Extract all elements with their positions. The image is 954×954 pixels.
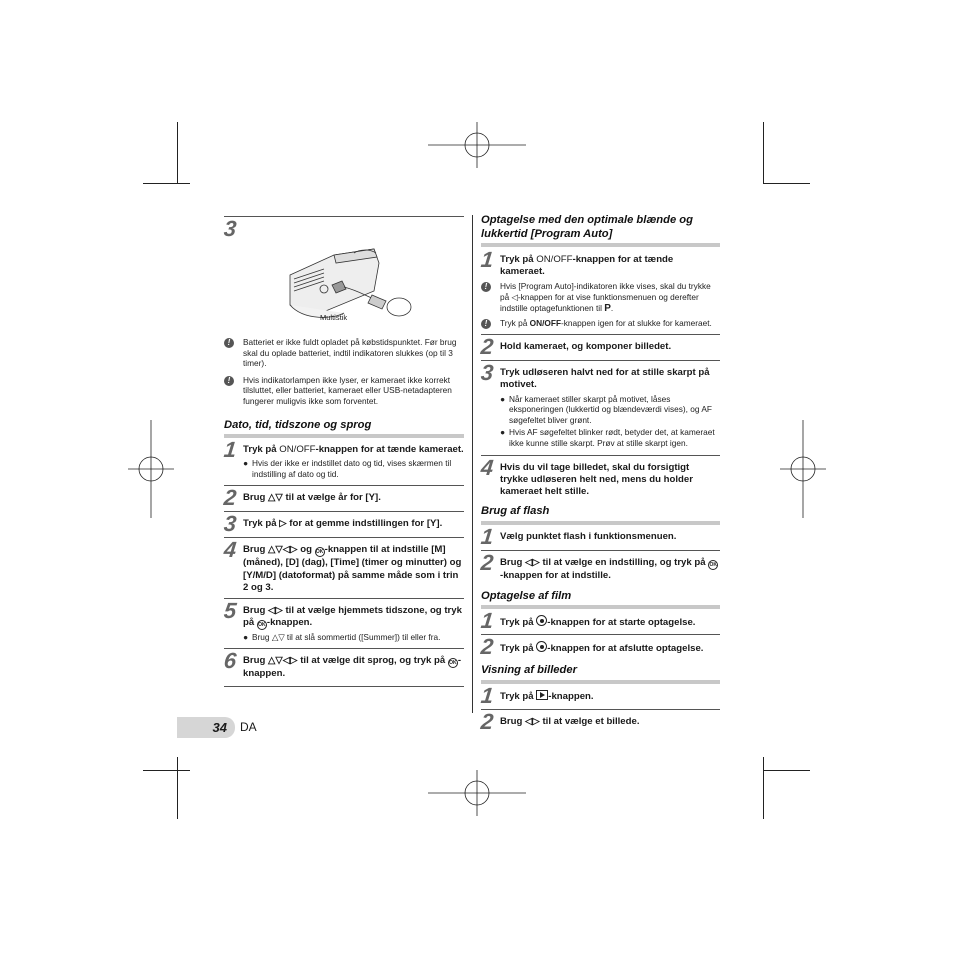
- camera-usb-drawing: [224, 235, 464, 325]
- registration-mark-top: [428, 122, 526, 168]
- step-text: Tryk på ON/OFF-knappen for at tænde kameraet.: [243, 444, 464, 456]
- note-item: [481, 318, 720, 335]
- step-number: 3: [479, 360, 495, 386]
- step-text: Tryk udløseren halvt ned for at stille skarpt på motivet.: [500, 367, 710, 391]
- step-item: [224, 512, 464, 538]
- step-text: Brug △▽◁▷ til at vælge dit sprog, og tryk på OK-knappen.: [243, 654, 462, 679]
- note-item: [224, 337, 464, 369]
- note-text: Batteriet er ikke fuldt opladet på købstidspunktet. Før brug skal du oplade batteriet, indtil indikatoren slukkes (op til 3 timer).: [243, 337, 457, 369]
- section-heading: Optagelse af film: [481, 589, 572, 602]
- step-text: Brug △▽ til at vælge år for [Y].: [243, 492, 381, 504]
- step-number: 3: [222, 511, 238, 537]
- step-text: Brug ◁▷ til at vælge en indstilling, og tryk på OK-knappen for at indstille.: [500, 556, 718, 581]
- caution-icon: !: [224, 375, 243, 407]
- bullet-item: ● Hvis AF søgefeltet blinker rødt, betyder det, at kameraet ikke kunne stille skarpt. Prøv at stille skarpt igen.: [500, 427, 715, 448]
- step-number: 4: [222, 537, 238, 563]
- step-item: [481, 335, 720, 361]
- step-text: Tryk på ON/OFF-knappen for at tænde kameraet.: [500, 254, 674, 278]
- bullet-item: ● Når kameraet stiller skarpt på motivet, låses eksponeringen (lukkertid og blændeværdi vises), og AF søgefeltet bliver grønt.: [500, 393, 712, 425]
- playback-icon: [536, 690, 548, 700]
- step-number: 1: [222, 437, 238, 463]
- registration-mark-left: [128, 420, 174, 518]
- bullet-item: ● Hvis der ikke er indstillet dato og tid, vises skærmen til indstilling af dato og tid.: [243, 458, 452, 479]
- step-item: [481, 635, 720, 660]
- step-text: Vælg punktet flash i funktionsmenuen.: [500, 530, 677, 542]
- step-number: 2: [479, 708, 495, 734]
- column-divider: [472, 215, 473, 713]
- caution-icon: !: [481, 318, 500, 329]
- step-text: Tryk på -knappen for at afslutte optagelse.: [500, 643, 704, 655]
- note-text: Hvis [Program Auto]-indikatoren ikke vises, skal du trykke på ◁-knappen for at vise funktionsmenuen og derefter indstille optagefunktionen til P.: [500, 281, 711, 314]
- step-number: 2: [222, 485, 238, 511]
- step-number: 2: [479, 634, 495, 660]
- ok-icon: OK: [258, 622, 266, 629]
- ok-icon: OK: [709, 561, 718, 568]
- caution-icon: !: [224, 337, 243, 369]
- step-item: [481, 551, 720, 586]
- ok-icon: OK: [449, 659, 457, 666]
- step-item: [481, 609, 720, 635]
- step-text: Tryk på -knappen for at starte optagelse.: [500, 617, 696, 629]
- step-item: [224, 649, 464, 687]
- movie-record-icon: [536, 641, 547, 652]
- note-item: [481, 281, 720, 314]
- step-text: Hold kameraet, og komponer billedet.: [500, 341, 672, 353]
- camera-illustration: [224, 235, 464, 325]
- step-text: Tryk på ▷ for at gemme indstillingen for [Y].: [243, 518, 443, 530]
- step-item: [481, 456, 720, 504]
- registration-mark-right: [780, 420, 826, 518]
- step-item: [224, 599, 464, 649]
- step-item: [224, 486, 464, 512]
- step-text: Brug △▽◁▷ og OK-knappen til at indstille [M] (måned), [D] (dag), [Time] (timer og minutter) og [Y/M/D] (datoformat) på samme måde som i trin 2 og 3.: [243, 544, 462, 593]
- step-item: [481, 361, 720, 455]
- step-text: Tryk på -knappen.: [500, 690, 594, 702]
- step-number: 3: [222, 216, 238, 241]
- page-number-tab: [177, 717, 235, 738]
- section-heading: Visning af billeder: [481, 664, 577, 677]
- step-item: [224, 538, 464, 599]
- note-text: Tryk på ON/OFF-knappen igen for at slukke for kameraet.: [500, 318, 712, 329]
- movie-record-icon: [536, 615, 547, 626]
- section-heading: Optagelse med den optimale blænde og lukkertid [Program Auto]: [481, 214, 693, 240]
- page-number: 34: [212, 720, 227, 735]
- step-number: 1: [479, 247, 495, 272]
- ok-icon: OK: [315, 549, 324, 556]
- language-code: DA: [240, 720, 257, 734]
- note-item: [224, 375, 464, 407]
- step-item: [481, 710, 720, 735]
- right-column: [481, 214, 720, 735]
- note-text: Hvis indikatorlampen ikke lyser, er kameraet ikke korrekt tilsluttet, eller batteriet, kameraet eller USB-netadapteren fungerer muligvis ikke som forventet.: [243, 374, 452, 406]
- step-number: 2: [479, 334, 495, 360]
- step3-header: [222, 216, 464, 241]
- section-heading: Dato, tid, tidszone og sprog: [224, 418, 372, 431]
- step-number: 2: [479, 549, 495, 575]
- left-column: [224, 216, 464, 687]
- figure-label: Multistik: [320, 313, 348, 322]
- bullet-item: ● Brug △▽ til at slå sommertid ([Summer]) til eller fra.: [243, 632, 441, 643]
- step-number: 1: [479, 608, 495, 634]
- step-text: Brug ◁▷ til at vælge hjemmets tidszone, og tryk på OK-knappen.: [243, 605, 462, 629]
- step-item: [481, 684, 720, 710]
- step-number: 5: [222, 598, 238, 624]
- step-item: [481, 247, 720, 281]
- step-number: 1: [479, 523, 495, 549]
- step-item: [481, 525, 720, 551]
- section-heading: Brug af flash: [481, 505, 550, 518]
- caution-icon: !: [481, 281, 500, 314]
- step-number: 1: [479, 682, 495, 708]
- step-item: [224, 438, 464, 486]
- notes-list: [224, 337, 464, 407]
- step-number: 4: [479, 454, 495, 480]
- step-text: Hvis du vil tage billedet, skal du forsigtigt trykke udløseren helt ned, mens du holder kameraet helt stille.: [500, 461, 693, 497]
- step-number: 6: [222, 647, 238, 673]
- step-text: Brug ◁▷ til at vælge et billede.: [500, 715, 640, 727]
- registration-mark-bottom: [428, 770, 526, 816]
